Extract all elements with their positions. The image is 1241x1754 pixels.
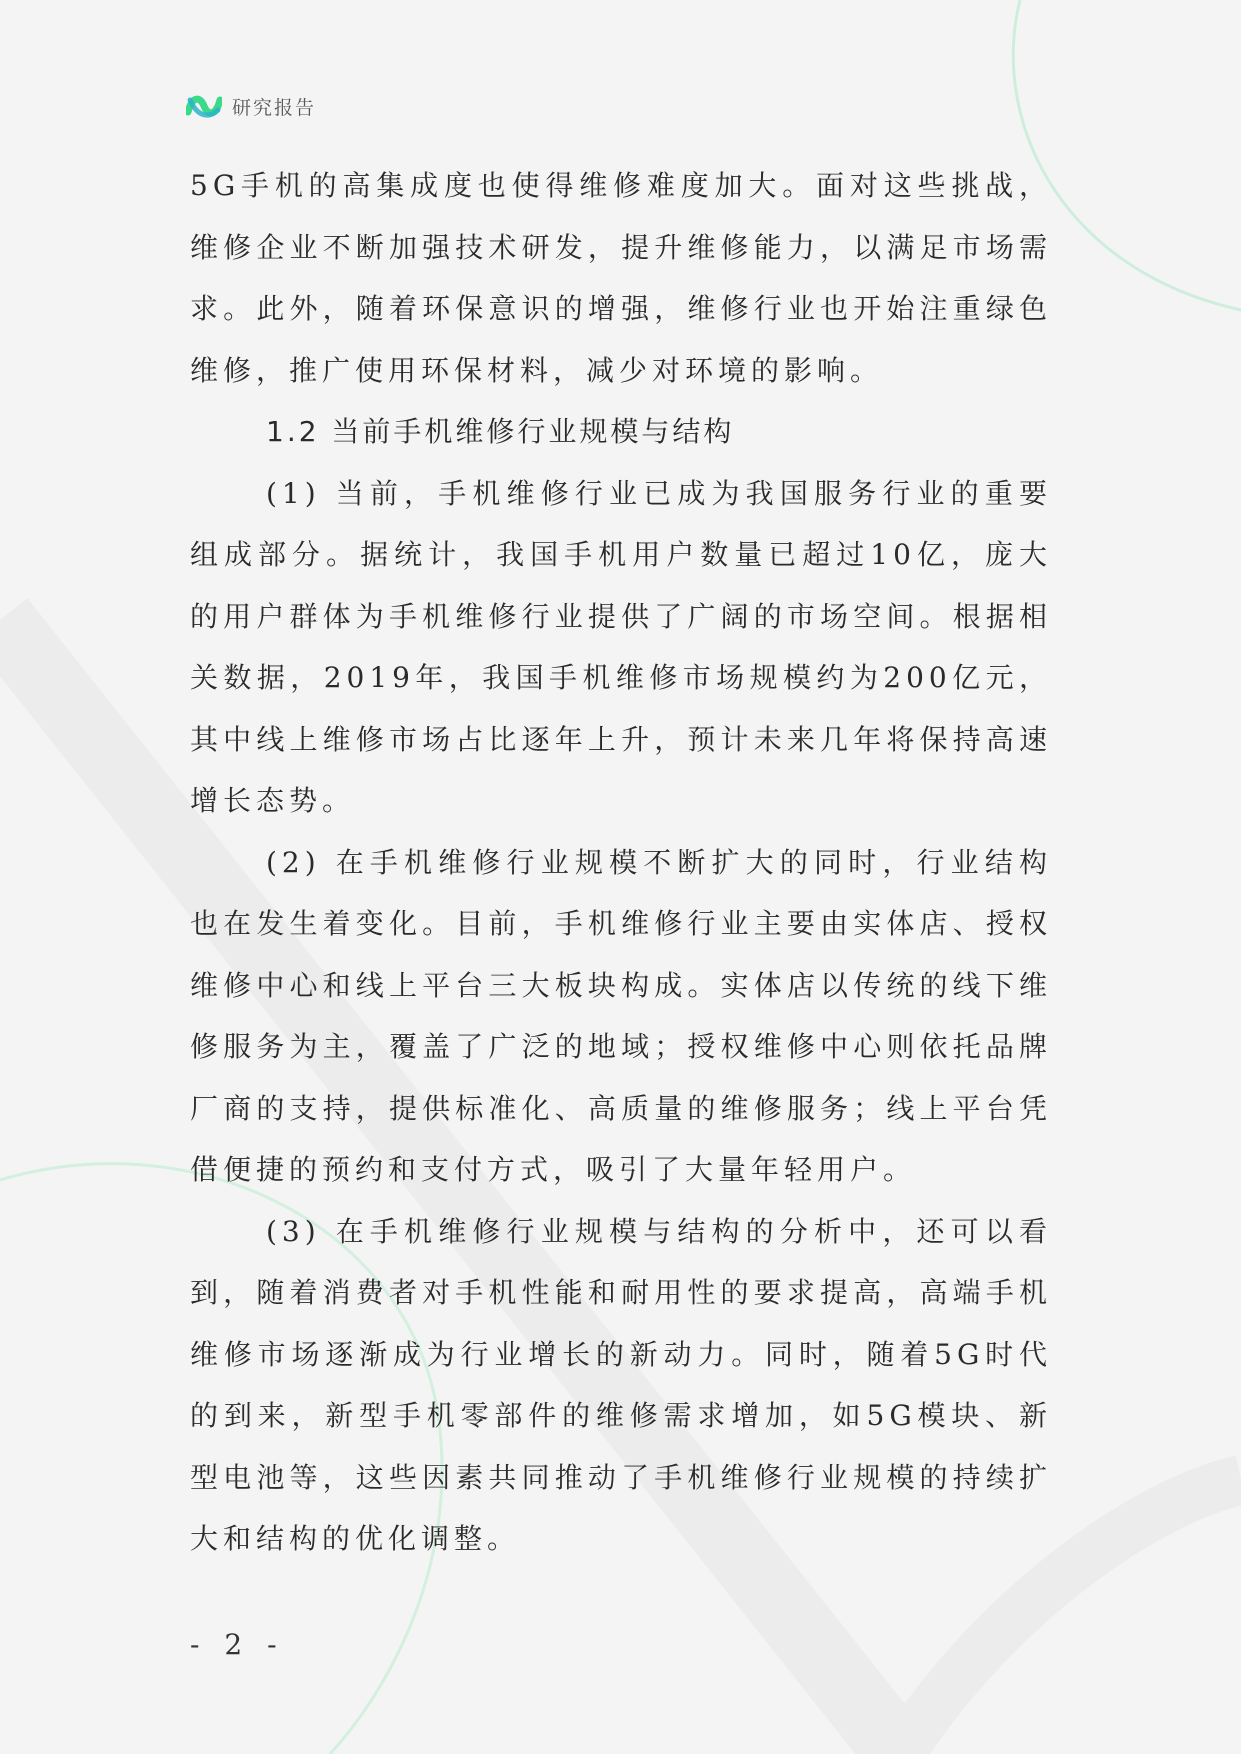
body-paragraph: (3) 在手机维修行业规模与结构的分析中，还可以看到，随着消费者对手机性能和耐用性的要求提高，高端手机维修市场逐渐成为行业增长的新动力。同时，随着5G时代的到来，新型手机零部件的维修需求增加，如5G模块、新型电池等，这些因素共同推动了手机维修行业规模的持续扩大和结构的优化调整。: [190, 1214, 1052, 1555]
body-paragraph: 5G手机的高集成度也使得维修难度加大。面对这些挑战，维修企业不断加强技术研发，提升维修能力，以满足市场需求。此外，随着环保意识的增强，维修行业也开始注重绿色维修，推广使用环保材料，减少对环境的影响。: [190, 169, 1052, 387]
report-title: 研究报告: [232, 96, 317, 119]
brand-logo-icon: [186, 90, 222, 122]
report-header: [186, 88, 316, 124]
body-paragraph: (2) 在手机维修行业规模不断扩大的同时，行业结构也在发生着变化。目前，手机维修行业主要由实体店、授权维修中心和线上平台三大板块构成。实体店以传统的线下维修服务为主，覆盖了广泛的地域；授权维修中心则依托品牌厂商的支持，提供标准化、高质量的维修服务；线上平台凭借便捷的预约和支付方式，吸引了大量年轻用户。: [190, 845, 1052, 1186]
body-paragraph: (1) 当前，手机维修行业已成为我国服务行业的重要组成部分。据统计，我国手机用户数量已超过10亿，庞大的用户群体为手机维修行业提供了广阔的市场空间。根据相关数据，2019年，我国手机维修市场规模约为200亿元，其中线上维修市场占比逐年上升，预计未来几年将保持高速增长态势。: [190, 476, 1052, 817]
section-heading: 1.2 当前手机维修行业规模与结构: [266, 415, 735, 448]
document-body: [190, 155, 1052, 1570]
page-number: - 2 -: [190, 1628, 285, 1661]
